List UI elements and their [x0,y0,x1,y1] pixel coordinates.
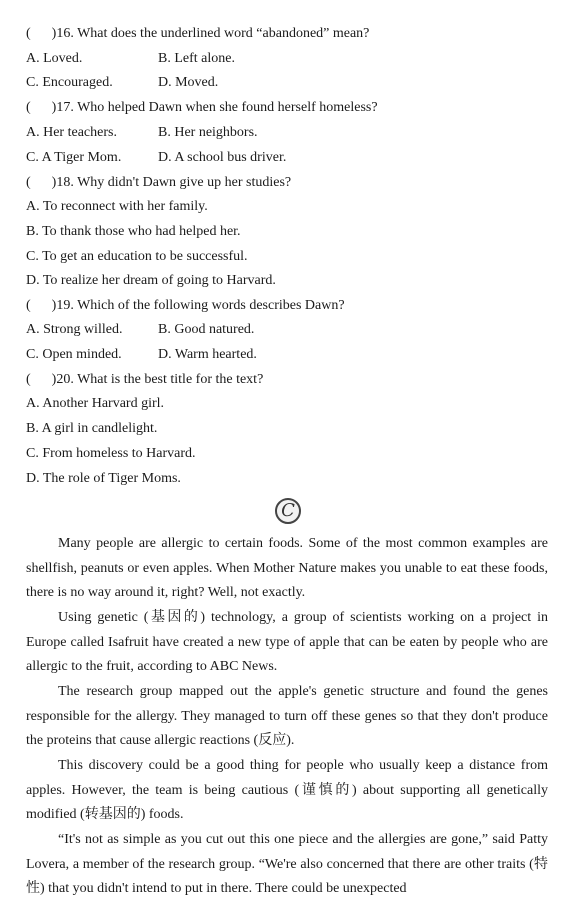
question-20-option-d: D. The role of Tiger Moms. [26,471,181,486]
passage-paragraph-2: Using genetic (基因的) technology, a group of scientists working on a project in Europe called Isafruit have created a new type of apple that can be eaten by people who are allergic to the fruit, according to ABC News. [26,610,548,675]
question-20-option-a: A. Another Harvard girl. [26,396,165,411]
question-19-option-b: B. Good natured. [158,322,255,337]
question-18-option-a: A. To reconnect with her family. [26,199,208,214]
question-16-option-b: B. Left alone. [158,51,235,66]
passage-paragraph-3: The research group mapped out the apple's genetic structure and found the genes responsible for the allergy. They managed to turn off these genes so that they don't produce the proteins that cause allergic reactions (反应). [26,684,548,749]
passage-paragraph-5: “It's not as simple as you cut out this one piece and the allergies are gone,” said Patty Lovera, a member of the research group. “We're also concerned that there are other traits (特性) that you didn't intend to put in there. There could be unexpected [26,832,548,897]
question-16-stem: ( )16. What does the underlined word “abandoned” mean? [26,26,370,41]
question-17-option-b: B. Her neighbors. [158,125,258,140]
question-20-option-b: B. A girl in candlelight. [26,421,158,436]
question-16-option-a: A. Loved. [26,51,83,66]
question-20-stem: ( )20. What is the best title for the text? [26,372,264,387]
question-16-option-c: C. Encouraged. [26,75,113,90]
question-17-option-a: A. Her teachers. [26,125,117,140]
question-18-option-c: C. To get an education to be successful. [26,249,248,264]
question-18-option-d: D. To realize her dream of going to Harvard. [26,273,276,288]
question-19-option-c: C. Open minded. [26,347,122,362]
question-19-option-d: D. Warm hearted. [158,347,257,362]
question-20-option-c: C. From homeless to Harvard. [26,446,196,461]
question-19-option-a: A. Strong willed. [26,322,123,337]
question-17-option-c: C. A Tiger Mom. [26,150,122,165]
passage-paragraph-4: This discovery could be a good thing for people who usually keep a distance from apples. However, the team is being cautious (谨慎的) about supporting all genetically modified (转基因的) foods. [26,758,548,823]
question-18-stem: ( )18. Why didn't Dawn give up her studies? [26,175,292,190]
question-17-stem: ( )17. Who helped Dawn when she found herself homeless? [26,100,378,115]
question-18-option-b: B. To thank those who had helped her. [26,224,241,239]
question-19-stem: ( )19. Which of the following words describes Dawn? [26,298,345,313]
section-c-badge: C [275,498,301,524]
passage-paragraph-1: Many people are allergic to certain foods. Some of the most common examples are shellfish, peanuts or even apples. When Mother Nature makes you unable to eat these foods, there is no way around it, right? Well, not exactly. [26,536,548,601]
question-16-option-d: D. Moved. [158,75,219,90]
question-17-option-d: D. A school bus driver. [158,150,287,165]
